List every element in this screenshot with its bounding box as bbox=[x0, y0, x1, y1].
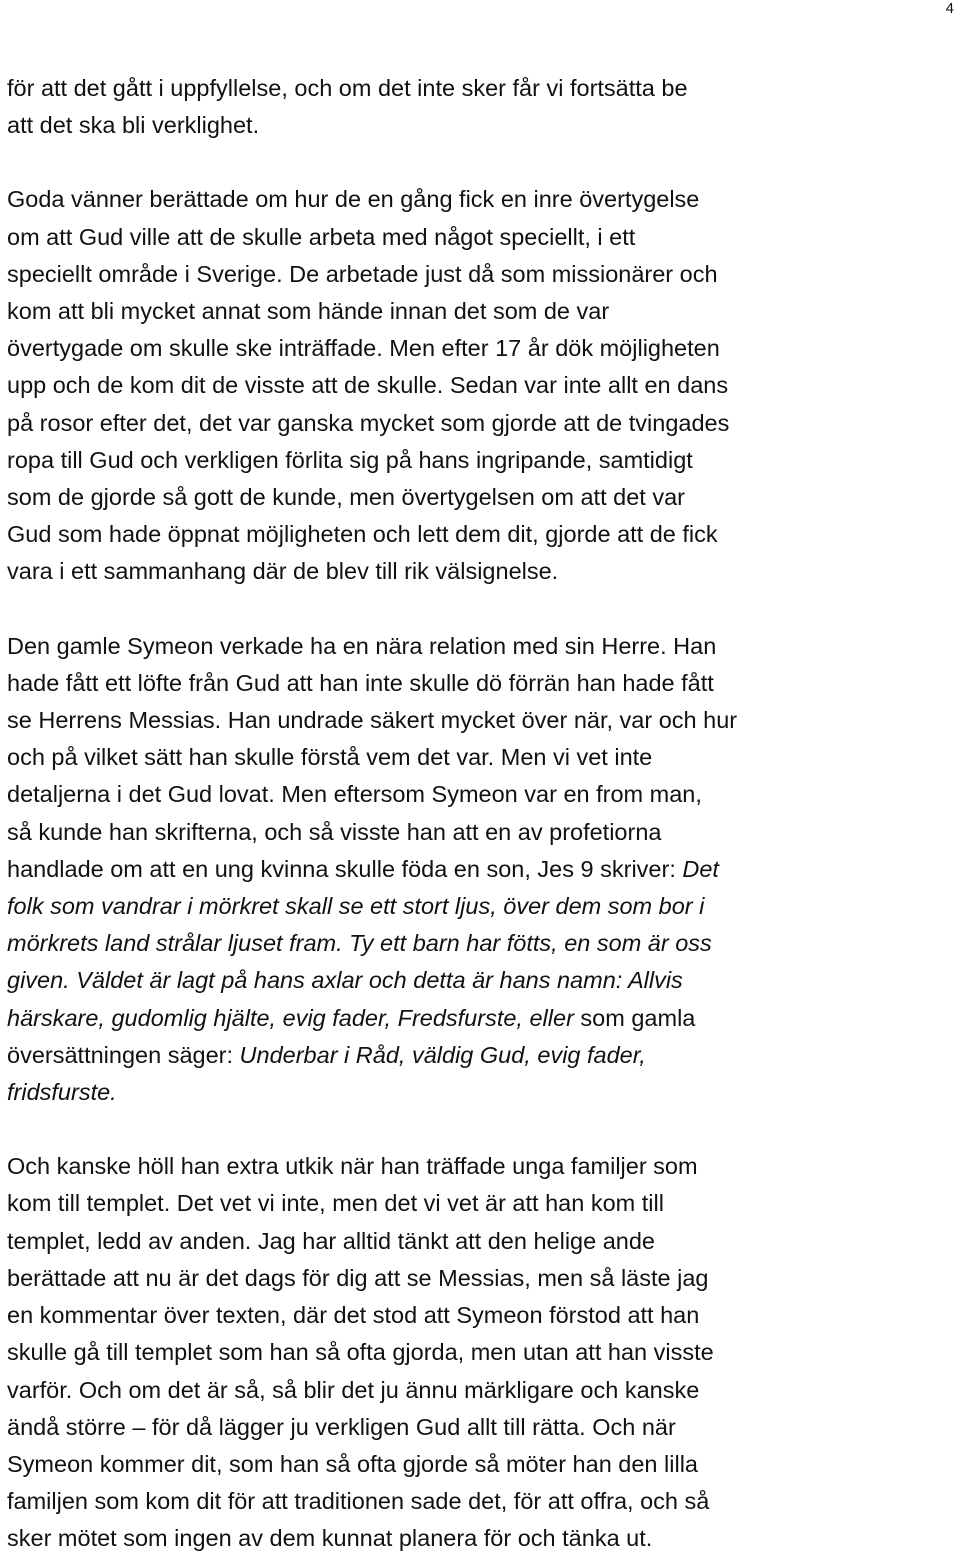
text-line: så kunde han skrifterna, och så visste han att en av profetiorna bbox=[7, 818, 662, 845]
italic-quote-line: fridsfurste. bbox=[7, 1079, 117, 1106]
text-line: Och kanske höll han extra utkik när han träffade unga familjer som bbox=[7, 1153, 698, 1180]
italic-quote-line: mörkrets land strålar ljuset fram. Ty ett barn har fötts, en som är oss bbox=[7, 930, 712, 957]
text-line: vara i ett sammanhang där de blev till rik välsignelse. bbox=[7, 558, 559, 585]
text-line: Gud som hade öppnat möjligheten och lett dem dit, gjorde att de fick bbox=[7, 521, 718, 548]
text-line: för att det gått i uppfyllelse, och om det inte sker får vi fortsätta be bbox=[7, 75, 688, 101]
text-line: se Herrens Messias. Han undrade säkert mycket över när, var och hur bbox=[7, 707, 738, 734]
text-line: kom att bli mycket annat som hände innan det som de var bbox=[7, 298, 610, 325]
text-line: familjen som kom dit för att traditionen sade det, för att offra, och så bbox=[7, 1488, 710, 1515]
text-line: kom till templet. Det vet vi inte, men det vi vet är att han kom till bbox=[7, 1190, 664, 1217]
text-line: en kommentar över texten, där det stod att Symeon förstod att han bbox=[7, 1302, 700, 1329]
text-line: övertygade om skulle ske inträffade. Men efter 17 år dök möjligheten bbox=[7, 335, 720, 362]
text-line bbox=[7, 851, 907, 888]
text-line: som de gjorde så gott de kunde, men övertygelsen om att det var bbox=[7, 484, 685, 511]
text-line: upp och de kom dit de visste att de skulle. Sedan var inte allt en dans bbox=[7, 372, 729, 399]
text-line: templet, ledd av anden. Jag har alltid tänkt att den helige ande bbox=[7, 1227, 656, 1254]
text-segment: översättningen säger: bbox=[7, 1041, 240, 1068]
text-line: om att Gud ville att de skulle arbeta med något speciellt, i ett bbox=[7, 223, 636, 250]
text-line: ropa till Gud och verkligen förlita sig på hans ingripande, samtidigt bbox=[7, 446, 693, 473]
text-line: Symeon kommer dit, som han så ofta gjorde så möter han den lilla bbox=[7, 1450, 698, 1477]
text-line: hade fått ett löfte från Gud att han inte skulle dö förrän han hade fått bbox=[7, 669, 714, 696]
text-line: detaljerna i det Gud lovat. Men eftersom Symeon var en from man, bbox=[7, 781, 702, 808]
text-segment: som gamla bbox=[573, 1004, 696, 1031]
paragraph-1 bbox=[7, 70, 907, 144]
document-body bbox=[7, 70, 907, 1558]
text-line: skulle gå till templet som han så ofta gjorda, men utan att han visste bbox=[7, 1339, 714, 1366]
text-line: berättade att nu är det dags för dig att se Messias, men så läste jag bbox=[7, 1264, 709, 1291]
paragraph-3 bbox=[7, 628, 907, 1112]
text-line: och på vilket sätt han skulle förstå vem det var. Men vi vet inte bbox=[7, 744, 653, 771]
italic-quote-line: given. Väldet är lagt på hans axlar och detta är hans namn: Allvis bbox=[7, 967, 683, 994]
text-line: varför. Och om det är så, så blir det ju ännu märkligare och kanske bbox=[7, 1376, 700, 1403]
text-line: Den gamle Symeon verkade ha en nära relation med sin Herre. Han bbox=[7, 632, 717, 659]
text-line: speciellt område i Sverige. De arbetade just då som missionärer och bbox=[7, 260, 718, 287]
text-line: på rosor efter det, det var ganska mycket som gjorde att de tvingades bbox=[7, 409, 730, 436]
paragraph-4 bbox=[7, 1148, 907, 1557]
text-line bbox=[7, 1037, 907, 1074]
text-line: att det ska bli verklighet. bbox=[7, 112, 260, 139]
paragraph-2 bbox=[7, 181, 907, 590]
text-line: Goda vänner berättade om hur de en gång fick en inre övertygelse bbox=[7, 186, 700, 213]
text-line: ändå större – för då lägger ju verkligen Gud allt till rätta. Och när bbox=[7, 1413, 676, 1440]
text-line bbox=[7, 1000, 907, 1037]
italic-quote-segment: Det bbox=[682, 855, 719, 882]
page-number: 4 bbox=[945, 0, 954, 17]
text-line: sker mötet som ingen av dem kunnat planera för och tänka ut. bbox=[7, 1525, 653, 1552]
italic-quote-segment: Underbar i Råd, väldig Gud, evig fader, bbox=[239, 1041, 646, 1068]
italic-quote-segment: härskare, gudomlig hjälte, evig fader, Fredsfurste, eller bbox=[7, 1004, 574, 1031]
text-segment: handlade om att en ung kvinna skulle föda en son, Jes 9 skriver: bbox=[7, 855, 683, 882]
italic-quote-line: folk som vandrar i mörkret skall se ett stort ljus, över dem som bor i bbox=[7, 893, 705, 920]
